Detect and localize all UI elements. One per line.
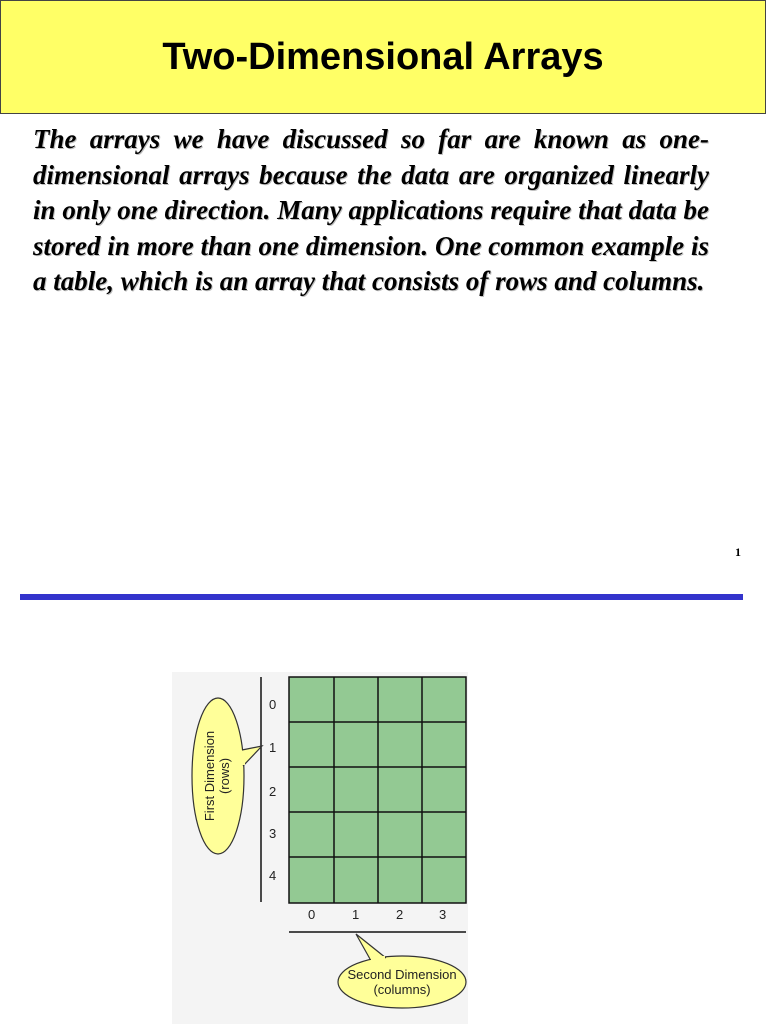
title-banner bbox=[0, 0, 766, 114]
two-dimensional-array-figure bbox=[172, 672, 468, 1024]
column-label: 1 bbox=[352, 907, 360, 922]
page-divider bbox=[20, 594, 743, 600]
column-label: 2 bbox=[396, 907, 404, 922]
row-label: 3 bbox=[269, 826, 277, 841]
row-label: 0 bbox=[269, 697, 277, 712]
slide-title: Two-Dimensional Arrays bbox=[162, 35, 604, 78]
row-label: 1 bbox=[269, 740, 277, 755]
slide-body-text: The arrays we have discussed so far are known as one-dimensional arrays because the data are organized linearly in only one direction. Many applications require that data be stored in more than one dimension. One common example is a table, which is an array that consists of rows and columns. bbox=[33, 124, 709, 296]
array-grid bbox=[289, 677, 466, 903]
column-label: 0 bbox=[308, 907, 316, 922]
page-number: 1 bbox=[735, 545, 741, 559]
first-dimension-label: First Dimension bbox=[202, 730, 217, 822]
first-dimension-sub: (rows) bbox=[217, 757, 232, 795]
pointer-joint bbox=[371, 956, 385, 961]
pointer-joint bbox=[241, 751, 245, 765]
second-dimension-label: Second Dimension bbox=[347, 967, 457, 982]
row-label: 2 bbox=[269, 784, 277, 799]
array-diagram bbox=[172, 672, 468, 1024]
second-dimension-sub: (columns) bbox=[373, 982, 431, 997]
column-label: 3 bbox=[439, 907, 447, 922]
row-label: 4 bbox=[269, 868, 277, 883]
